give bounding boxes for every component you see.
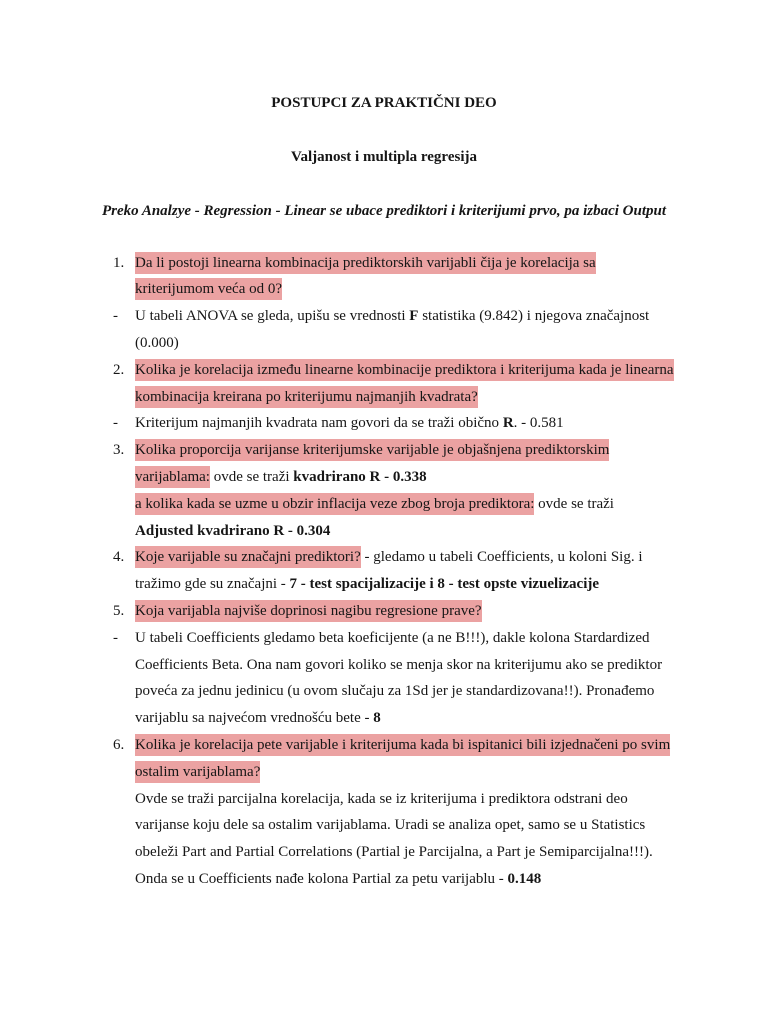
- body-text: - gledamo u tabeli Coefficients, u koloni Sig. i: [360, 549, 643, 566]
- body-text: Onda se u Coefficients nađe kolona Partial za petu varijablu -: [135, 870, 508, 887]
- entry-line: [0, 464, 768, 491]
- bold-text: 0.148: [507, 870, 542, 887]
- entry-line: [0, 330, 768, 357]
- question-entry: [0, 250, 768, 304]
- bold-text: kvadrirano R - 0.338: [293, 468, 427, 485]
- body-text: . - 0.581: [513, 415, 564, 432]
- entry-line: [0, 571, 768, 598]
- body-text: poveća za jednu jedinicu (u ovom slučaju za 1Sd jer je standardizovana!!). Pronađemo: [135, 683, 655, 700]
- entry-line: [0, 786, 768, 813]
- entry-line: [0, 384, 768, 411]
- highlighted-text: ostalim varijablama?: [135, 761, 260, 783]
- list-number: 6.: [113, 736, 125, 753]
- section-subtitle: Valjanost i multipla regresija: [291, 149, 477, 165]
- body-text: Ovde se traži parcijalna korelacija, kada se iz kriterijuma i prediktora odstrani deo: [135, 790, 628, 807]
- list-number: 5.: [113, 602, 125, 619]
- list-number: 1.: [113, 254, 125, 271]
- intro-instruction: Preko Analzye - Regression - Linear se ubace prediktori i kriterijumi prvo, pa izbaci Output: [101, 203, 667, 219]
- page-title: POSTUPCI ZA PRAKTIČNI DEO: [271, 95, 497, 111]
- entry-line: [0, 357, 768, 384]
- entry-line: [0, 598, 768, 625]
- entry-line: [0, 705, 768, 732]
- entry-line: [0, 544, 768, 571]
- entry-line: [0, 518, 768, 545]
- body-text: tražimo gde su značajni -: [135, 576, 290, 593]
- dash-marker: -: [113, 308, 118, 325]
- question-entry: [0, 732, 768, 893]
- bold-text: F: [409, 308, 419, 325]
- highlighted-text: Da li postoji linearna kombinacija prediktorskih varijabli čija je korelacija sa: [135, 252, 596, 274]
- highlighted-text: a kolika kada se uzme u obzir inflacija veze zbog broja prediktora:: [135, 493, 534, 515]
- body-text: ovde se traži: [534, 495, 614, 512]
- entry-line: [0, 250, 768, 277]
- entry-line: [0, 732, 768, 759]
- body-text: Coefficients Beta. Ona nam govori koliko se menja skor na kriterijumu ako se prediktor: [135, 656, 663, 673]
- highlighted-text: varijablama:: [135, 466, 210, 488]
- body-text: U tabeli Coefficients gledamo beta koeficijente (a ne B!!!), dakle kolona Stardardized: [135, 629, 650, 646]
- highlighted-text: kombinacija kreirana po kriterijumu najmanjih kvadrata?: [135, 386, 478, 408]
- question-list: [0, 250, 768, 893]
- entry-line: [0, 303, 768, 330]
- entry-line: [0, 410, 768, 437]
- entry-line: [0, 652, 768, 679]
- question-entry: [0, 544, 768, 598]
- body-text: varijablu sa najvećom vrednošću bete -: [135, 710, 374, 727]
- body-text: U tabeli ANOVA se gleda, upišu se vrednosti: [135, 308, 410, 325]
- body-text: (0.000): [135, 334, 179, 351]
- highlighted-text: Koje varijable su značajni prediktori?: [135, 546, 361, 568]
- body-text: varijanse koju dele sa ostalim varijablama. Uradi se analiza opet, samo se u Statistics: [135, 817, 646, 834]
- question-entry: [0, 598, 768, 625]
- body-text: statistika (9.842) i njegova značajnost: [418, 308, 650, 325]
- highlighted-text: kriterijumom veća od 0?: [135, 278, 282, 300]
- entry-line: [0, 812, 768, 839]
- body-text: ovde se traži: [209, 468, 294, 485]
- entry-line: [0, 625, 768, 652]
- highlighted-text: Kolika je korelacija pete varijable i kriterijuma kada bi ispitanici bili izjednačeni po svim: [135, 734, 670, 756]
- list-number: 3.: [113, 442, 125, 459]
- highlighted-text: Kolika je korelacija između linearne kombinacije prediktora i kriterijuma kada je linearna: [135, 359, 674, 381]
- bold-text: Adjusted kvadrirano R - 0.304: [135, 522, 331, 539]
- entry-line: [0, 276, 768, 303]
- bold-text: R: [502, 415, 514, 432]
- entry-line: [0, 839, 768, 866]
- list-number: 4.: [113, 549, 125, 566]
- entry-line: [0, 437, 768, 464]
- entry-line: [0, 678, 768, 705]
- dash-marker: -: [113, 415, 118, 432]
- entry-line: [0, 491, 768, 518]
- answer-entry: [0, 410, 768, 437]
- highlighted-text: Kolika proporcija varijanse kriterijumske varijable je objašnjena prediktorskim: [135, 439, 609, 461]
- list-number: 2.: [113, 361, 125, 378]
- body-text: Kriterijum najmanjih kvadrata nam govori da se traži obično: [135, 415, 503, 432]
- bold-text: 7 - test spacijalizacije i 8 - test opste vizuelizacije: [289, 576, 600, 593]
- body-text: obeleži Part and Partial Correlations (Partial je Parcijalna, a Part je Semiparcijalna!!!).: [135, 844, 653, 861]
- highlighted-text: Koja varijabla najviše doprinosi nagibu regresione prave?: [135, 600, 482, 622]
- entry-line: [0, 759, 768, 786]
- dash-marker: -: [113, 629, 118, 646]
- bold-text: 8: [373, 710, 381, 727]
- answer-entry: [0, 625, 768, 732]
- answer-entry: [0, 303, 768, 357]
- question-entry: [0, 357, 768, 411]
- entry-line: [0, 866, 768, 893]
- question-entry: [0, 437, 768, 544]
